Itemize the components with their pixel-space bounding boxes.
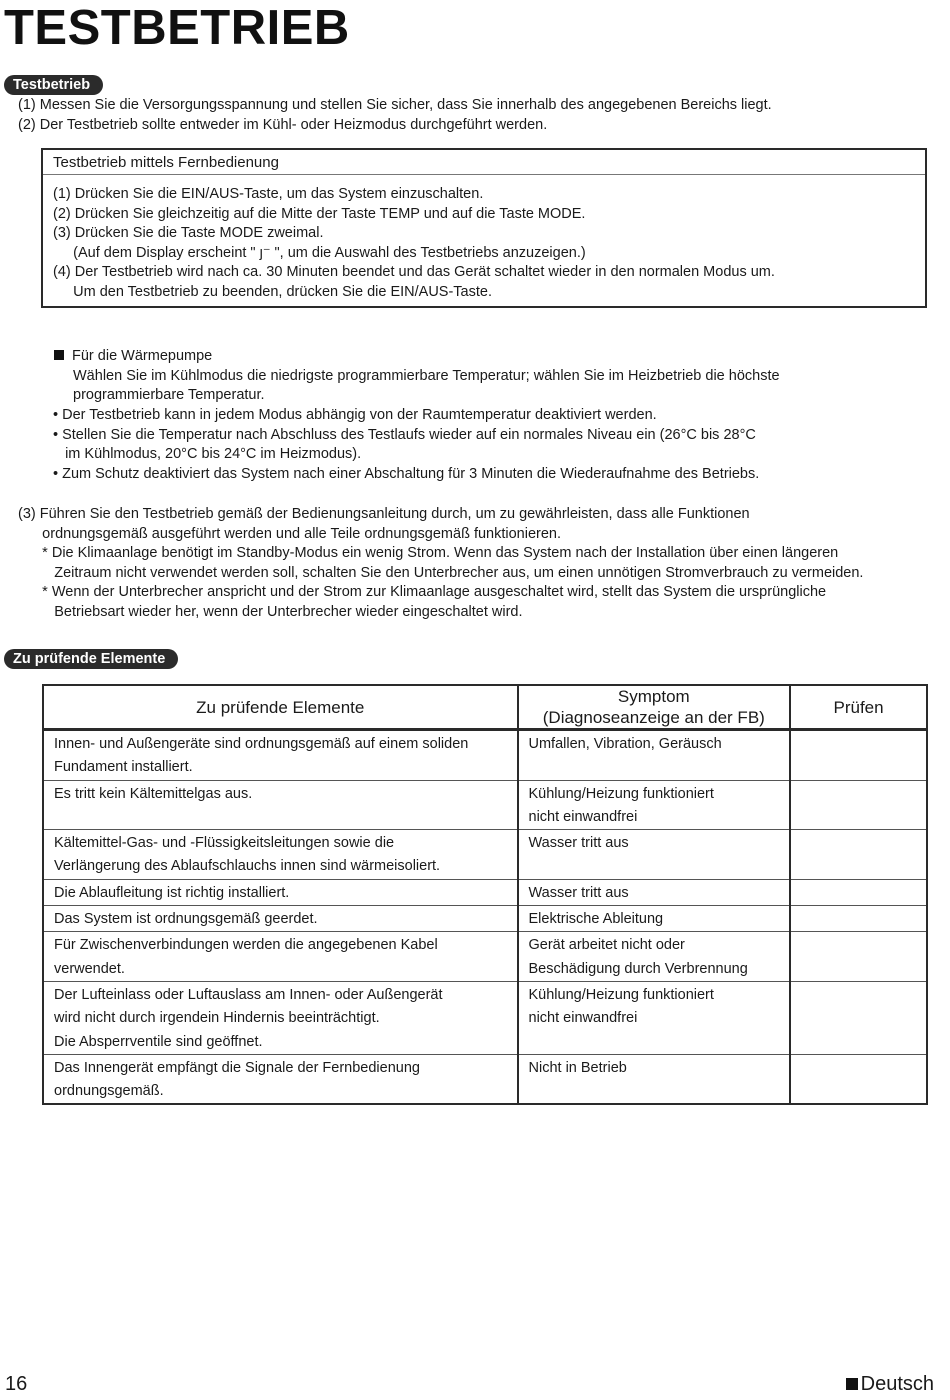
check-cell[interactable] [790,879,927,905]
symptom-cell [518,730,791,781]
square-bullet-icon [54,350,64,360]
section-label-elements [4,649,178,669]
remote-step: (Auf dem Display erscheint " ȷ⁻ ", um die Auswahl des Testbetriebs anzuzeigen.) [53,244,586,261]
item-cell [43,879,518,905]
col-header-check: Prüfen [790,685,927,730]
symptom-line: nicht einwandfrei [528,808,638,825]
symptom-cell [518,906,791,932]
item-cell [43,981,518,1054]
symptom-line: Wasser tritt aus [528,884,629,901]
remote-box-heading: Testbetrieb mittels Fernbedienung [53,154,279,171]
heatpump-desc-line: programmierbare Temperatur. [73,387,265,404]
symptom-line: Kühlung/Heizung funktioniert [528,785,714,802]
item-line: Kältemittel-Gas- und -Flüssigkeitsleitungen sowie die [54,835,395,852]
symptom-line: nicht einwandfrei [528,1010,638,1027]
step-3-line: * Wenn der Unterbrecher anspricht und der Strom zur Klimaanlage ausgeschaltet wird, stellt das System die ursprüngliche [18,584,827,601]
item-line: Das System ist ordnungsgemäß geerdet. [54,911,318,928]
remote-control-box [41,148,927,308]
symptom-cell [518,1054,791,1104]
table-row [43,730,927,781]
check-cell[interactable] [790,981,927,1054]
item-cell [43,780,518,830]
item-cell [43,830,518,880]
item-line: Der Lufteinlass oder Luftauslass am Innen- oder Außengerät [54,986,443,1003]
bullet-item: im Kühlmodus, 20°C bis 24°C im Heizmodus). [53,446,362,463]
bullet-item: • Der Testbetrieb kann in jedem Modus abhängig von der Raumtemperatur deaktiviert werden. [53,407,657,423]
check-cell[interactable] [790,1054,927,1104]
item-line: verwendet. [54,960,125,977]
step-3-block [18,505,863,623]
symptom-line: Kühlung/Heizung funktioniert [528,986,714,1003]
item-line: Es tritt kein Kältemittelgas aus. [54,785,253,802]
intro-list [18,96,772,135]
symptom-line: Wasser tritt aus [528,835,629,852]
symptom-line: Elektrische Ableitung [528,911,664,928]
symptom-cell [518,932,791,982]
square-bullet-icon [846,1378,858,1390]
table-row [43,981,927,1054]
check-cell[interactable] [790,932,927,982]
remote-step: (4) Der Testbetrieb wird nach ca. 30 Minuten beendet und das Gerät schaltet wieder in den normalen Modus um. [53,264,775,281]
table-row [43,1054,927,1104]
check-table [42,684,928,1105]
step-3-line: (3) Führen Sie den Testbetrieb gemäß der Bedienungsanleitung durch, um zu gewährleisten, dass alle Funktionen [18,506,750,522]
heatpump-desc-line: Wählen Sie im Kühlmodus die niedrigste programmierbare Temperatur; wählen Sie im Heizbetrieb die höchste [73,367,780,384]
remote-step: (2) Drücken Sie gleichzeitig auf die Mitte der Taste TEMP und auf die Taste MODE. [53,205,586,222]
item-line: Verlängerung des Ablaufschlauchs innen sind wärmeisoliert. [54,858,441,875]
item-line: Die Ablaufleitung ist richtig installiert. [54,884,290,901]
remote-step: Um den Testbetrieb zu beenden, drücken Sie die EIN/AUS-Taste. [53,283,492,300]
item-cell [43,730,518,781]
table-row [43,879,927,905]
symptom-cell [518,830,791,880]
symptom-cell [518,879,791,905]
step-3-line: Betriebsart wieder her, wenn der Unterbrecher wieder eingeschaltet wird. [18,603,523,620]
page-number: 16 [5,1373,28,1395]
item-cell [43,1054,518,1104]
symptom-line: Nicht in Betrieb [528,1059,627,1076]
item-line: Innen- und Außengeräte sind ordnungsgemäß auf einem soliden [54,736,469,752]
check-cell[interactable] [790,730,927,781]
symptom-line: Beschädigung durch Verbrennung [528,960,748,977]
check-cell[interactable] [790,780,927,830]
col-header-symptom [518,685,791,730]
col-header-symptom-text: Symptom (Diagnoseanzeige an der FB) [542,687,765,727]
heatpump-heading: Für die Wärmepumpe [72,348,213,364]
heatpump-heading-row [54,347,780,367]
bullet-item: • Stellen Sie die Temperatur nach Abschluss des Testlaufs wieder auf ein normales Niveau ein (26°C bis 28°C [53,426,756,443]
table-row [43,830,927,880]
table-row [43,780,927,830]
item-line: Das Innengerät empfängt die Signale der Fernbedienung [54,1059,420,1076]
remote-step: (1) Drücken Sie die EIN/AUS-Taste, um das System einzuschalten. [53,186,484,202]
heatpump-section [54,347,780,406]
step-3-line: Zeitraum nicht verwendet werden soll, schalten Sie den Unterbrecher aus, um einen unnötigen Stromverbrauch zu vermeiden. [18,564,864,581]
check-cell[interactable] [790,830,927,880]
divider [43,174,925,175]
item-line: wird nicht durch irgendein Hindernis beeinträchtigt. [54,1010,380,1027]
section-pill: Testbetrieb [4,75,103,95]
item-line: Fundament installiert. [54,759,193,776]
section-pill: Zu prüfende Elemente [4,649,178,669]
table-body [43,730,927,1105]
page-title: TESTBETRIEB [4,1,350,55]
bullet-item: • Zum Schutz deaktiviert das System nach einer Abschaltung für 3 Minuten die Wiederaufnahme des Betriebs. [53,465,760,482]
remote-box-steps [53,185,775,303]
table-row [43,932,927,982]
heatpump-description [54,367,780,406]
table-header-row [43,685,927,730]
language-label-row [846,1373,934,1396]
item-line: Für Zwischenverbindungen werden die angegebenen Kabel [54,937,438,954]
remote-step: (3) Drücken Sie die Taste MODE zweimal. [53,225,324,242]
intro-item: (2) Der Testbetrieb sollte entweder im Kühl- oder Heizmodus durchgeführt werden. [18,116,548,133]
intro-item: (1) Messen Sie die Versorgungsspannung und stellen Sie sicher, dass Sie innerhalb des angegebenen Bereichs liegt. [18,97,772,113]
step-3-line: ordnungsgemäß ausgeführt werden und alle Teile ordnungsgemäß funktionieren. [18,525,562,542]
col-header-items: Zu prüfende Elemente [43,685,518,730]
item-line: ordnungsgemäß. [54,1083,164,1100]
item-cell [43,906,518,932]
step-3-line: * Die Klimaanlage benötigt im Standby-Modus ein wenig Strom. Wenn das System nach der Installation über einen längeren [18,545,839,562]
symptom-cell [518,981,791,1054]
symptom-cell [518,780,791,830]
check-cell[interactable] [790,906,927,932]
symptom-line: Gerät arbeitet nicht oder [528,937,685,954]
language-label: Deutsch [860,1373,934,1395]
symptom-line: Umfallen, Vibration, Geräusch [528,736,722,752]
table-row [43,906,927,932]
item-line: Die Absperrventile sind geöffnet. [54,1033,263,1050]
heatpump-bullets [53,406,759,484]
section-label-testbetrieb [4,75,103,95]
item-cell [43,932,518,982]
